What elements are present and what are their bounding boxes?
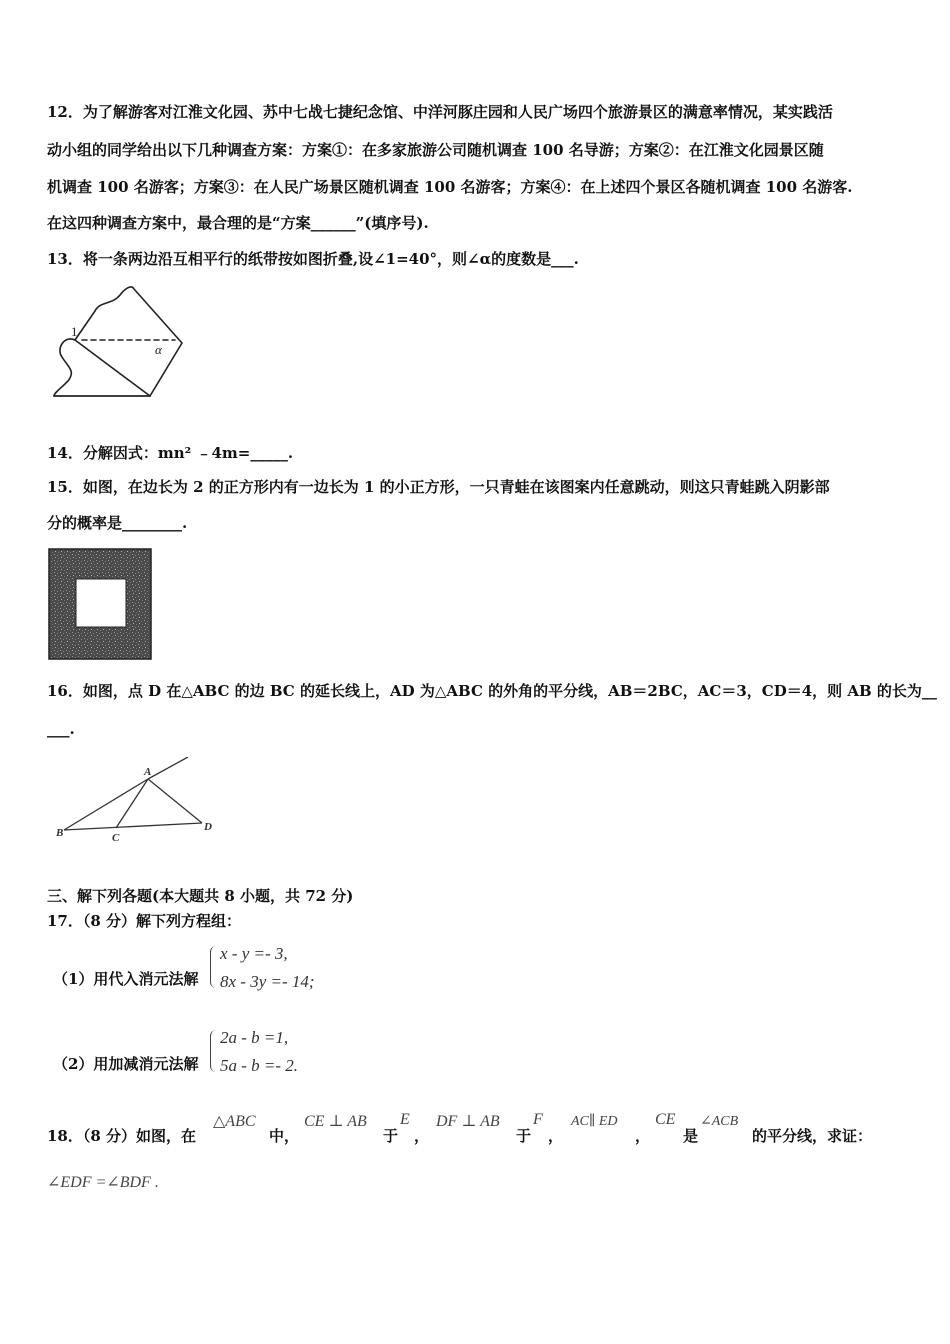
q13-label-alpha: α <box>155 342 162 357</box>
q17-part1-label: （1）用代入消元法解 <box>53 970 199 988</box>
q17-system-1-brace <box>210 946 217 988</box>
q17-system-1 <box>210 944 350 996</box>
q18-text-yu-2: 于 <box>516 1127 532 1145</box>
q13-strip-wavy-edge <box>54 339 75 396</box>
q18-prefix: 18．（8 分）如图，在 <box>47 1127 197 1145</box>
q12-line-2: 动小组的同学给出以下几种调查方案：方案①：在多家旅游公司随机调查 100 名导游；方案②：在江淮文化园景区随 <box>47 141 824 159</box>
q15-line-2: 分的概率是________. <box>47 514 188 532</box>
q17-system-2-eq1: 2a - b =1, <box>220 1028 289 1047</box>
q16-segment-BD <box>64 823 202 830</box>
q18-math-angle-acb: ∠ACB <box>700 1114 739 1129</box>
section-3-title: 三、解下列各题(本大题共 8 小题，共 72 分) <box>47 887 354 905</box>
q16-line-1: 16．如图，点 D 在△ABC 的边 BC 的延长线上，AD 为△ABC 的外角的平分线，AB＝2BC，AC＝3，CD＝4，则 AB 的长为__ <box>47 682 937 700</box>
q18-math-ac-parallel-ed: AC∥ ED <box>571 1114 618 1129</box>
q16-segment-AD <box>148 779 202 823</box>
q18-text-comma-3: ， <box>635 1127 651 1145</box>
q12-line-1: 12．为了解游客对江淮文化园、苏中七战七捷纪念馆、中洋河豚庄园和人民广场四个旅游景区的满意率情况，某实践活 <box>47 103 833 121</box>
q18-math-ce-perp-ab: CE ⊥ AB <box>304 1113 367 1130</box>
q16-label-C: C <box>112 832 120 844</box>
q16-extension-ray <box>148 757 188 779</box>
q17-system-1-eq1: x - y =- 3, <box>220 944 288 963</box>
q18-text-zhong: 中， <box>269 1127 300 1145</box>
q18-text-comma-2: ， <box>548 1127 564 1145</box>
q16-label-A: A <box>144 766 152 778</box>
q18-text-yu-1: 于 <box>383 1127 399 1145</box>
q18-text-shi: 是 <box>683 1127 699 1145</box>
q13-label-1: 1 <box>71 324 78 339</box>
q17-system-2-eq2: 5a - b =- 2. <box>220 1056 299 1075</box>
q13-folded-strip-figure <box>50 283 190 403</box>
q16-segment-CA <box>116 779 148 828</box>
q18-conclusion: ∠EDF =∠BDF . <box>47 1174 159 1191</box>
q17-system-2-brace <box>210 1030 217 1072</box>
q13-text: 13．将一条两边沿互相平行的纸带按如图折叠,设∠1=40°，则∠α的度数是___. <box>47 250 579 268</box>
q17-part2-label: （2）用加减消元法解 <box>53 1055 199 1073</box>
q16-segment-BA <box>64 779 148 830</box>
q15-inner-square <box>76 579 126 627</box>
q17-system-1-eq2: 8x - 3y =- 14; <box>220 972 315 991</box>
q13-fold-line <box>75 340 150 396</box>
q16-triangle-figure <box>50 757 225 849</box>
q12-line-4: 在这四种调查方案中，最合理的是“方案______”(填序号). <box>47 214 429 232</box>
q13-strip-edge <box>54 287 182 396</box>
q18-math-e: E <box>400 1111 410 1128</box>
q15-line-1: 15．如图，在边长为 2 的正方形内有一边长为 1 的小正方形，一只青蛙在该图案内任意跳动，则这只青蛙跳入阴影部 <box>47 478 830 496</box>
q18-math-df-perp-ab: DF ⊥ AB <box>436 1113 500 1130</box>
q15-shaded-square-figure <box>47 547 155 661</box>
q16-label-B: B <box>56 827 64 839</box>
q18-math-ce: CE <box>655 1111 676 1128</box>
q16-label-D: D <box>204 821 212 833</box>
q18-math-f: F <box>533 1111 543 1128</box>
q18-text-comma-1: ， <box>414 1127 430 1145</box>
q16-line-2: ___. <box>47 720 75 738</box>
q17-title: 17．（8 分）解下列方程组： <box>47 912 242 930</box>
q18-text-suffix: 的平分线，求证： <box>752 1127 873 1145</box>
q18-math-triangle-abc: △ABC <box>213 1113 256 1130</box>
q14-text: 14．分解因式：mn² ﹣4m=_____. <box>47 444 294 462</box>
q17-system-2 <box>210 1028 350 1080</box>
q12-line-3: 机调查 100 名游客；方案③：在人民广场景区随机调查 100 名游客；方案④：在上述四个景区各随机调查 100 名游客. <box>47 178 853 196</box>
